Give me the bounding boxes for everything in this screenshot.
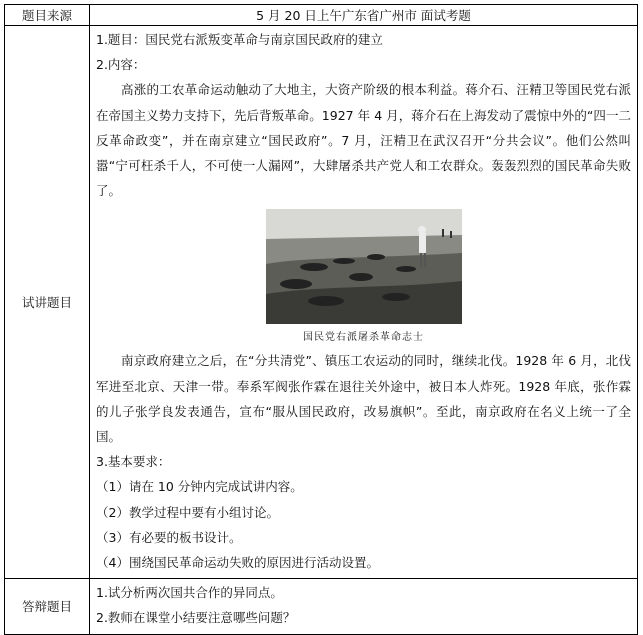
historical-photo: [266, 209, 462, 324]
defense-row: [5, 579, 638, 634]
defense-content: [90, 579, 638, 634]
photo-block: [96, 203, 631, 345]
source-label: 题目来源: [5, 5, 90, 26]
lecture-row: [5, 26, 638, 579]
lecture-label: 试讲题目: [5, 26, 90, 579]
requirement-item: （4）围绕国民革命运动失败的原因进行活动设置。: [96, 555, 379, 571]
defense-question: 2.教师在课堂小结要注意哪些问题？: [96, 610, 296, 626]
requirement-item: （2）教学过程中要有小组讨论。: [96, 504, 279, 520]
header-row: [5, 5, 638, 26]
content-paragraph-2: 南京政府建立之后，在“分共清党”、镇压工农运动的同时，继续北伐。1928 年 6 月，北伐军进至北京、天津一带。奉系军阀张作霖在退往关外途中，被日本人炸死。1928 年底，张作霖的儿子张学良发表通告，宣布“服从国民政府，改易旗帜”。至此，南京政府在名义上统一了全国。: [96, 353, 631, 445]
defense-question: 1.试分析两次国共合作的异同点。: [96, 585, 283, 601]
content-paragraph-1: 高涨的工农革命运动触动了大地主，大资产阶级的根本利益。蒋介石、汪精卫等国民党右派在帝国主义势力支持下，先后背叛革命。1927 年 4 月，蒋介石在上海发动了震惊中外的“四一二反革命政变”，并在南京建立“国民政府”。7 月，汪精卫在武汉召开“分共会议”。他们公然叫嚣“宁可枉杀千人，不可使一人漏网”，大肆屠杀共产党人和工农群众。轰轰烈烈的国民革命失败了。: [96, 82, 631, 199]
requirements-heading: 3.基本要求：: [96, 454, 171, 470]
content-heading: 2.内容：: [96, 57, 146, 73]
defense-label: 答辩题目: [5, 579, 90, 634]
photo-caption: 国民党右派屠杀革命志士: [303, 332, 424, 344]
exam-title: 5 月 20 日上午广东省广州市 面试考题: [90, 5, 638, 26]
lecture-content: [90, 26, 638, 579]
exam-question-table: [4, 4, 638, 635]
requirement-item: （1）请在 10 分钟内完成试讲内容。: [96, 479, 303, 495]
massacre-photo-image: [266, 209, 462, 324]
lecture-topic: 1.题目：国民党右派叛变革命与南京国民政府的建立: [96, 32, 383, 47]
requirement-item: （3）有必要的板书设计。: [96, 529, 242, 545]
